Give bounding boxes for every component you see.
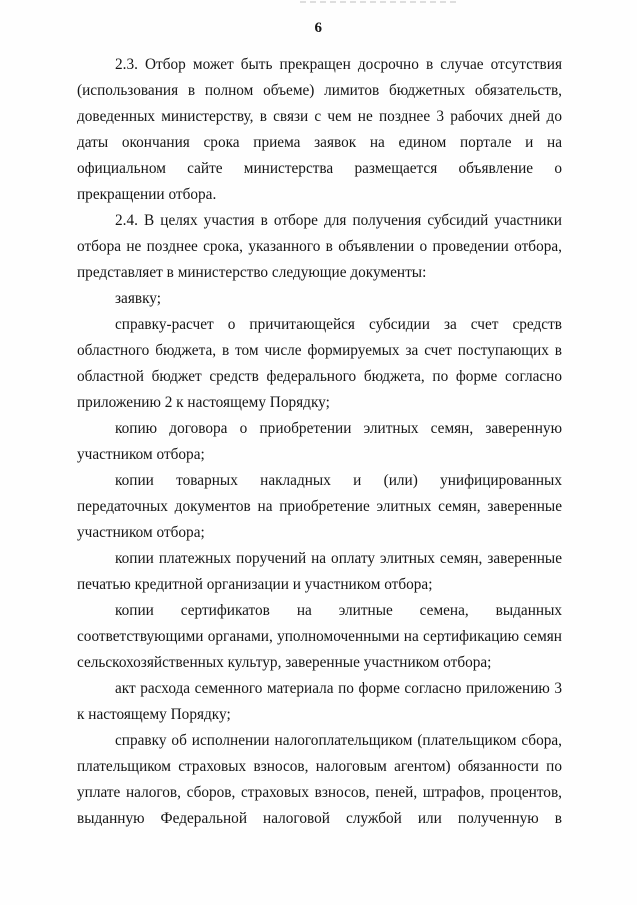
document-body xyxy=(77,52,562,832)
paragraph-2-3: 2.3. Отбор может быть прекращен досрочно в случае отсутствия (использования в полном объеме) лимитов бюджетных обязательств, доведенных министерству, в связи с чем не позднее 3 рабочих дней до даты окончания срока приема заявок на едином портале и на официальном сайте министерства размещается объявление о прекращении отбора. xyxy=(77,56,562,203)
scan-artifact xyxy=(300,1,460,3)
list-item-application: заявку; xyxy=(115,290,162,307)
list-item-seed-certificates: копии сертификатов на элитные семена, выданных соответствующими органами, уполномоченными на сертификацию семян сельскохозяйственных культур, заверенные участником отбора; xyxy=(77,602,562,671)
list-item-invoices: копии товарных накладных и (или) унифицированных передаточных документов на приобретение элитных семян, заверенные участником отбора; xyxy=(77,472,562,541)
list-item-tax-certificate: справку об исполнении налогоплательщиком (плательщиком сбора, плательщиком страховых взносов, налоговым агентом) обязанности по уплате налогов, сборов, страховых взносов, пеней, штрафов, процентов, выданную Федеральной налоговой службой или полученную в xyxy=(77,732,562,827)
paragraph-2-4: 2.4. В целях участия в отборе для получения субсидий участники отбора не позднее срока, указанного в объявлении о проведении отбора, представляет в министерство следующие документы: xyxy=(77,212,562,281)
list-item-seed-usage-act: акт расхода семенного материала по форме согласно приложению 3 к настоящему Порядку; xyxy=(77,680,562,723)
list-item-calculation-certificate: справку-расчет о причитающейся субсидии за счет средств областного бюджета, в том числе формируемых за счет поступающих в областной бюджет средств федерального бюджета, по форме согласно приложению 2 к настоящему Порядку; xyxy=(77,316,562,411)
list-item-seed-contract: копию договора о приобретении элитных семян, заверенную участником отбора; xyxy=(77,420,562,463)
page-number: 6 xyxy=(314,20,323,36)
list-item-payment-orders: копии платежных поручений на оплату элитных семян, заверенные печатью кредитной организации и участником отбора; xyxy=(77,550,562,593)
